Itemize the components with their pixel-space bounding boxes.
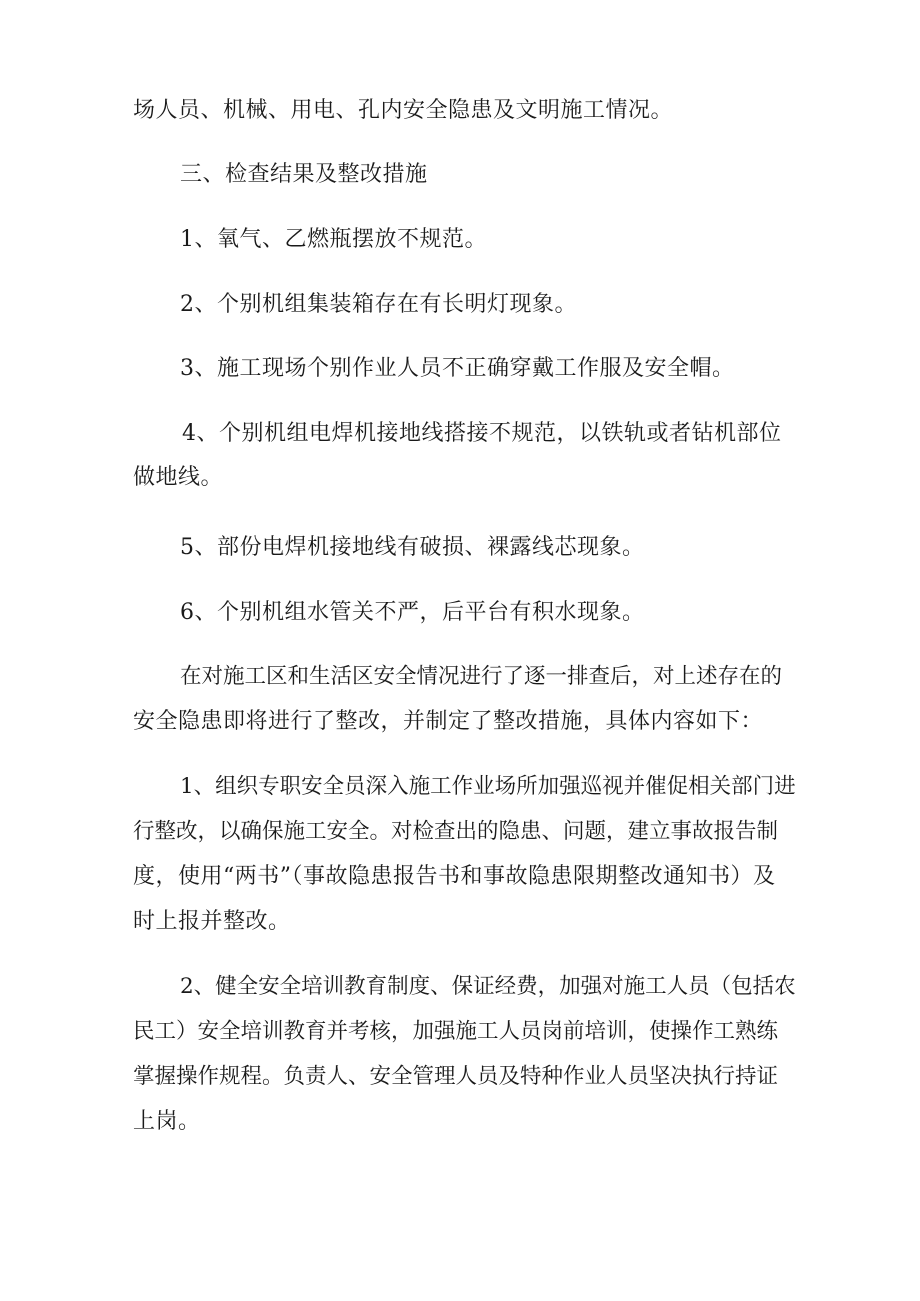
measure-2-line-2: 民工）安全培训教育并考核，加强施工人员岗前培训，使操作工熟练 [133,1019,779,1044]
measure-2-line-1: 2、健全安全培训教育制度、保证经费，加强对施工人员（包括农 [180,974,796,999]
measure-1-line-3: 度，使用“两书”（事故隐患报告书和事故隐患限期整改通知书）及 [133,864,776,889]
finding-item-6: 6、个别机组水管关不严，后平台有积水现象。 [180,600,645,625]
measure-2-line-4: 上岗。 [133,1109,201,1134]
summary-line-1: 在对施工区和生活区安全情况进行了逐一排查后，对上述存在的 [180,664,783,689]
measure-2-line-3: 掌握操作规程。负责人、安全管理人员及特种作业人员坚决执行持证 [133,1064,779,1089]
finding-item-4: 4、个别机组电焊机接地线搭接不规范，以铁轨或者钻机部位 [182,421,782,446]
measure-1-line-1: 1、组织专职安全员深入施工作业场所加强巡视并催促相关部门进 [180,774,796,799]
section-heading: 三、检查结果及整改措施 [180,162,428,187]
finding-item-2: 2、个别机组集装箱存在有长明灯现象。 [180,292,577,317]
finding-item-4-continuation: 做地线。 [133,465,224,490]
measure-1-line-2: 行整改，以确保施工安全。对检查出的隐患、问题，建立事故报告制 [133,819,779,844]
continued-text-line: 场人员、机械、用电、孔内安全隐患及文明施工情况。 [133,98,674,123]
finding-item-1: 1、氧气、乙燃瓶摆放不规范。 [180,227,487,252]
summary-line-2: 安全隐患即将进行了整改，并制定了整改措施，具体内容如下： [133,709,764,734]
finding-item-5: 5、部份电焊机接地线有破损、裸露线芯现象。 [180,535,645,560]
finding-item-3: 3、施工现场个别作业人员不正确穿戴工作服及安全帽。 [180,356,735,381]
measure-1-line-4: 时上报并整改。 [133,909,291,934]
